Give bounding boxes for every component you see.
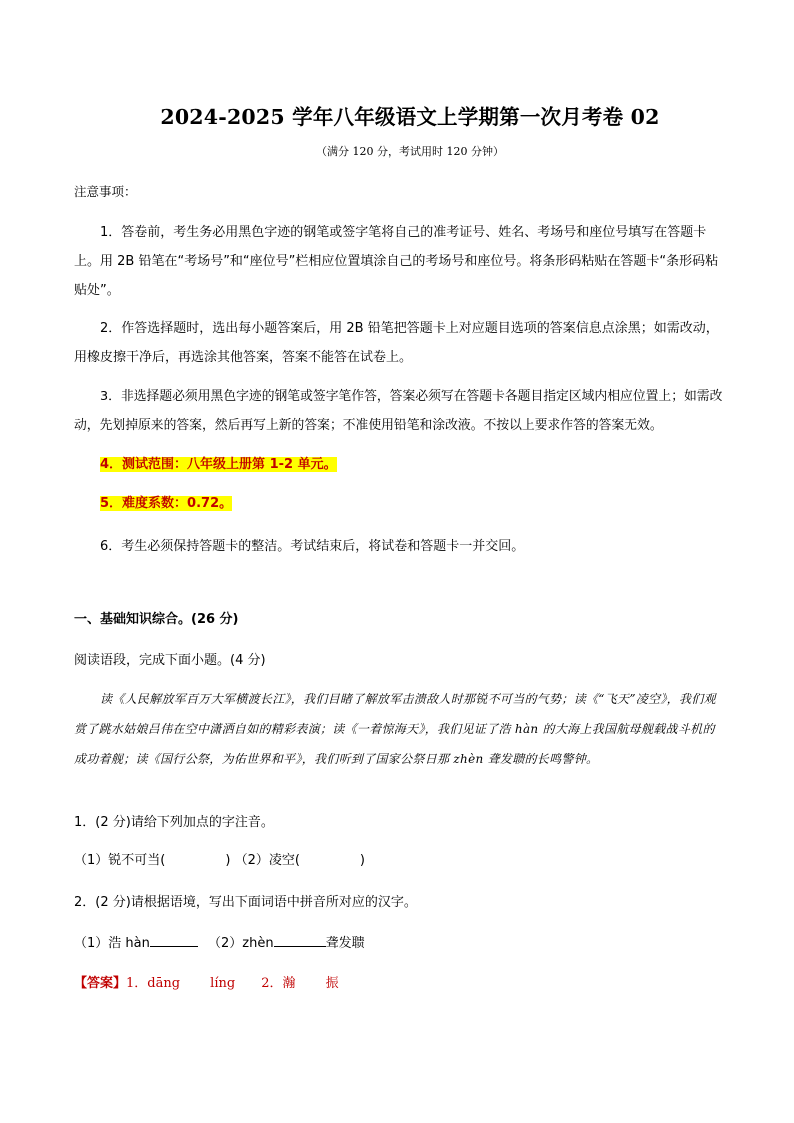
note-item-5-highlight: 5．难度系数：0.72。 xyxy=(100,496,233,511)
q2-item-2-tail: 聋发聩 xyxy=(325,936,365,951)
section-1-intro: 阅读语段，完成下面小题。(4 分) xyxy=(74,653,266,668)
q1-item-1-label: （1）锐不可当( xyxy=(74,853,166,868)
answer-line xyxy=(74,969,724,998)
answer-label: 【答案】 xyxy=(74,976,127,991)
page-title: 2024-2025 学年八年级语文上学期第一次月考卷 02 xyxy=(160,105,660,129)
note-item-4 xyxy=(74,450,724,479)
question-1-items xyxy=(74,846,724,875)
note-item-3: 3．非选择题必须用黑色字迹的钢笔或签字笔作答，答案必须写在答题卡各题目指定区域内相应位置上；如需改动，先划掉原来的答案，然后再写上新的答案；不准使用铅笔和涂改液。不按以上要求作答的答案无效。 xyxy=(74,389,723,433)
exam-subtitle: （满分 120 分，考试用时 120 分钟） xyxy=(316,145,504,158)
q1-item-1-close: ) xyxy=(225,853,231,868)
note-item-6: 6．考生必须保持答题卡的整洁。考试结束后，将试卷和答题卡一并交回。 xyxy=(100,539,525,554)
q1-item-2-label: （2）凌空( xyxy=(234,853,300,868)
reading-passage: 读《人民解放军百万大军横渡长江》，我们目睹了解放军击溃敌人时那锐不可当的气势；读《“飞天”凌空》，我们观赏了跳水姑娘吕伟在空中潇洒自如的精彩表演；读《一着惊海天》，我们见证了浩 hàn 的大海上我国航母舰载战斗机的成功着舰；读《国行公祭，为佑世界和平》，我们听到了国家公祭日那 zhèn 聋发聩的长鸣警钟。 xyxy=(74,692,716,766)
q2-item-2-blank[interactable] xyxy=(274,932,326,947)
question-1: 1．(2 分)请给下列加点的字注音。 xyxy=(74,815,274,830)
q2-item-1-blank[interactable] xyxy=(150,932,198,947)
note-item-2: 2．作答选择题时，选出每小题答案后，用 2B 铅笔把答题卡上对应题目选项的答案信息点涂黑；如需改动，用橡皮擦干净后，再选涂其他答案，答案不能答在试卷上。 xyxy=(74,321,719,365)
note-item-1: 1．答卷前，考生务必用黑色字迹的钢笔或签字笔将自己的准考证号、姓名、考场号和座位号填写在答题卡上。用 2B 铅笔在“考场号”和“座位号”栏相应位置填涂自己的考场号和座位号。将条形码粘贴在答题卡“条形码粘贴处”。 xyxy=(74,225,719,298)
q2-item-2-label: （2）zhèn xyxy=(208,936,274,951)
section-1-heading: 一、基础知识综合。(26 分) xyxy=(74,612,239,627)
q1-item-2-close: ) xyxy=(359,853,365,868)
note-item-4-highlight: 4．测试范围：八年级上册第 1-2 单元。 xyxy=(100,457,337,472)
q2-item-1-label: （1）浩 hàn xyxy=(74,936,150,951)
answer-text: 1．dāng líng 2．瀚 振 xyxy=(126,976,339,991)
question-2: 2．(2 分)请根据语境，写出下面词语中拼音所对应的汉字。 xyxy=(74,895,417,910)
question-2-items xyxy=(74,929,724,958)
notes-heading: 注意事项： xyxy=(74,184,137,199)
note-item-5 xyxy=(74,489,724,518)
